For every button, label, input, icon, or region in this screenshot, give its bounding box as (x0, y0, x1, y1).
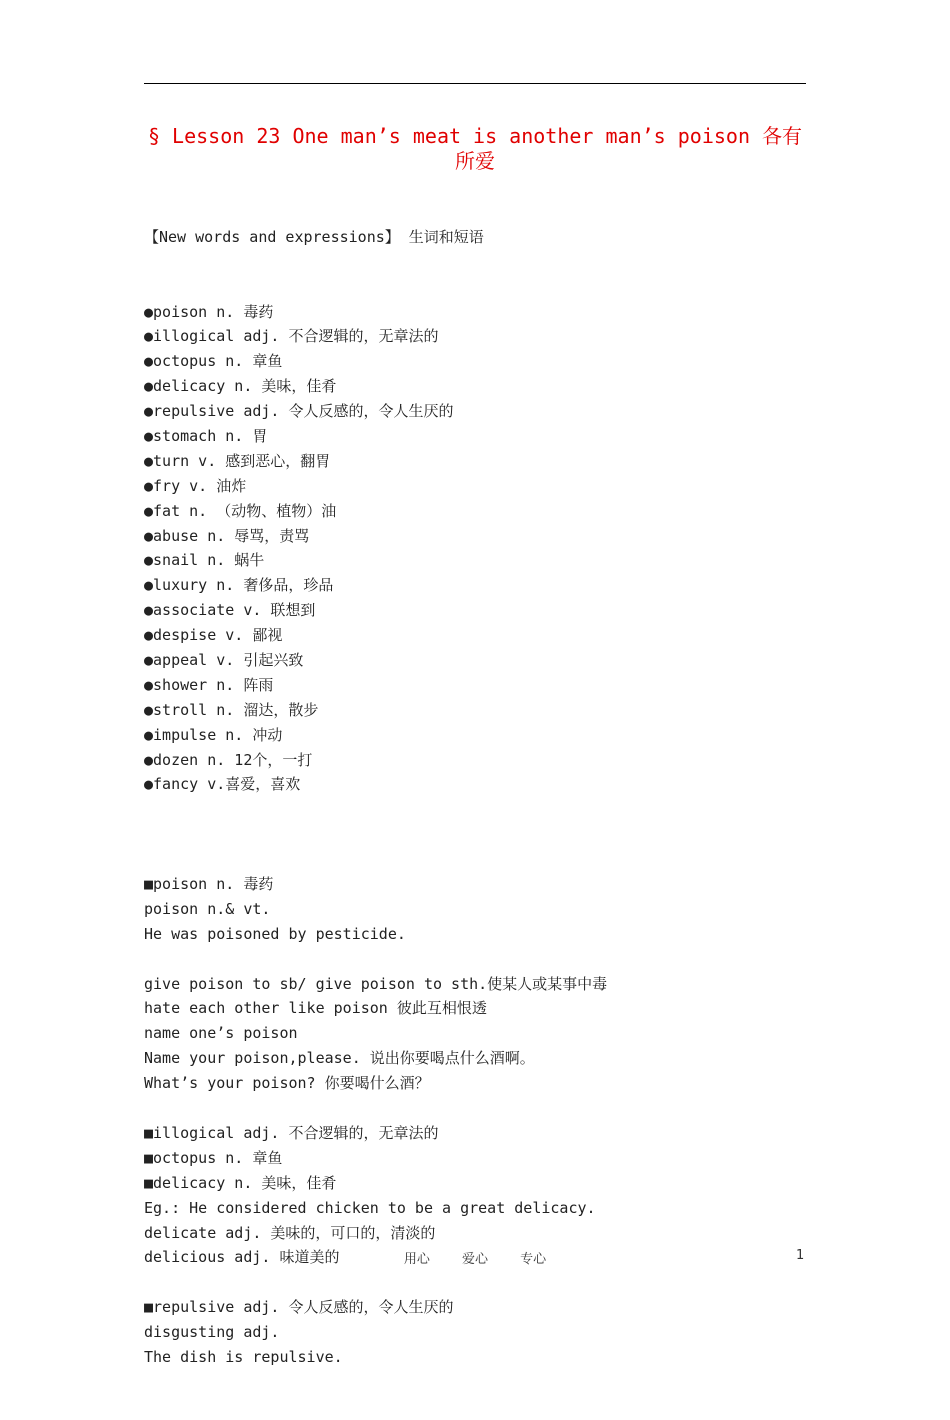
vocab-item: ●fry v. 油炸 (144, 476, 247, 495)
vocab-item: ●fat n. （动物、植物）油 (144, 501, 337, 520)
document-body (144, 175, 806, 1420)
vocab-item: ●delicacy n. 美味，佳肴 (144, 377, 337, 396)
note-line: poison n.& vt. (144, 899, 271, 918)
vocab-item: ●luxury n. 奢侈品，珍品 (144, 576, 334, 595)
note-line: ■delicacy n. 美味，佳肴 (144, 1173, 337, 1192)
note-line: hate each other like poison 彼此互相恨透 (144, 999, 487, 1018)
note-line: ■poison n. 毒药 (144, 875, 274, 894)
note-line: delicate adj. 美味的，可口的，清淡的 (144, 1223, 436, 1242)
note-line (144, 947, 806, 972)
vocab-item: ●appeal v. 引起兴致 (144, 650, 304, 669)
note-line: ■octopus n. 章鱼 (144, 1148, 283, 1167)
vocab-item: ●dozen n. 12个，一打 (144, 750, 313, 769)
note-line: delicious adj. 味道美的 (144, 1248, 340, 1267)
note-line: ■illogical adj. 不合逻辑的，无章法的 (144, 1123, 439, 1142)
note-line (144, 1270, 806, 1295)
vocab-item: ●shower n. 阵雨 (144, 675, 274, 694)
vocab-item: ●turn v. 感到恶心，翻胃 (144, 451, 331, 470)
page-number: 1 (796, 1248, 805, 1263)
vocab-item: ●despise v. 鄙视 (144, 626, 283, 645)
vocab-item: ●stroll n. 溜达，散步 (144, 700, 319, 719)
note-line: give poison to sb/ give poison to sth.使某人或某事中毒 (144, 974, 608, 993)
note-line: What’s your poison? 你要喝什么酒？ (144, 1074, 430, 1093)
notes-section (144, 847, 806, 1370)
note-line (144, 1096, 806, 1121)
note-line: ■repulsive adj. 令人反感的，令人生厌的 (144, 1298, 454, 1317)
header-rule (144, 83, 806, 84)
vocab-item: ●impulse n. 冲动 (144, 725, 283, 744)
vocabulary-list (144, 300, 806, 798)
section-header: 【New words and expressions】 生词和短语 (144, 227, 484, 246)
note-line: Eg.: He considered chicken to be a great delicacy. (144, 1198, 596, 1217)
vocab-item: ●illogical adj. 不合逻辑的，无章法的 (144, 327, 439, 346)
vocab-item: ●snail n. 蜗牛 (144, 551, 265, 570)
vocab-item: ●poison n. 毒药 (144, 302, 274, 321)
vocab-item: ●octopus n. 章鱼 (144, 352, 283, 371)
vocab-item: ●repulsive adj. 令人反感的，令人生厌的 (144, 402, 454, 421)
note-line: disgusting adj. (144, 1323, 280, 1342)
vocab-item: ●abuse n. 辱骂，责骂 (144, 526, 310, 545)
note-line: Name your poison,please. 说出你要喝点什么酒啊。 (144, 1049, 535, 1068)
vocab-item: ●associate v. 联想到 (144, 601, 316, 620)
note-line: name one’s poison (144, 1024, 298, 1043)
footer-motto: 用心 爱心 专心 (403, 1252, 547, 1267)
vocab-item: ●stomach n. 胃 (144, 426, 268, 445)
note-line: He was poisoned by pesticide. (144, 924, 406, 943)
note-line (144, 847, 806, 872)
lesson-title: § Lesson 23 One man’s meat is another man’s poison 各有所爱 (147, 124, 803, 173)
note-line: The dish is repulsive. (144, 1347, 343, 1366)
vocab-item: ●fancy v.喜爱，喜欢 (144, 775, 301, 794)
